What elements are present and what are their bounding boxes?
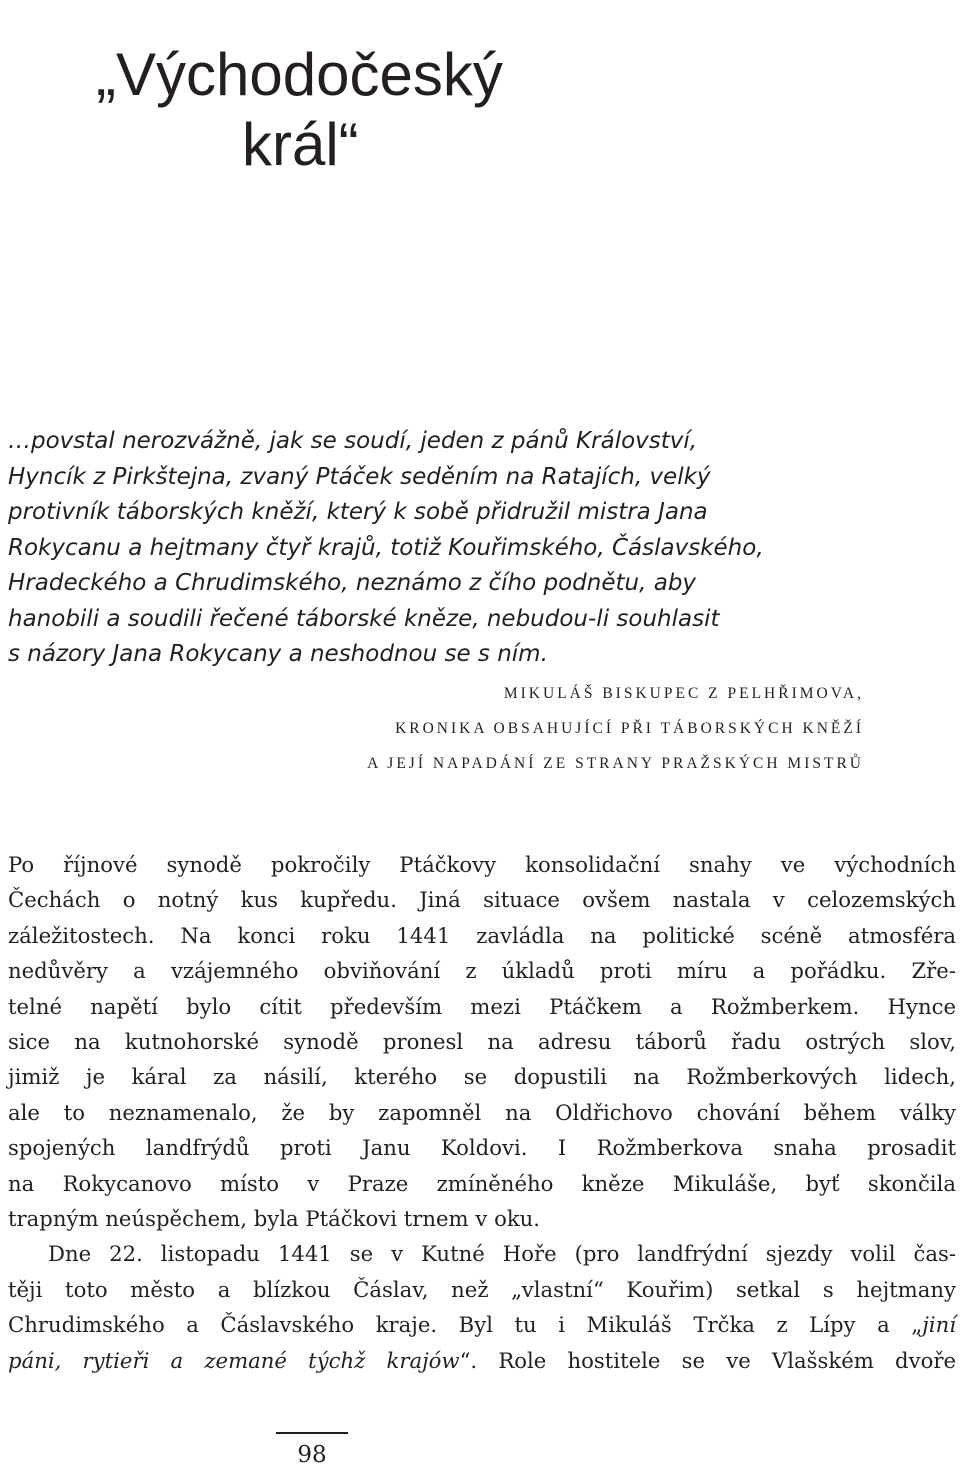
chapter-title-line-1: „Východočeský bbox=[96, 41, 503, 109]
body-line: Čechách o notný kus kupředu. Jiná situace ovšem nastala v celozemských bbox=[8, 887, 956, 913]
body-line: sice na kutnohorské synodě pronesl na adresu táborů řadu ostrých slov, bbox=[8, 1029, 956, 1055]
body-line: záležitostech. Na konci roku 1441 zavládla na politické scéně atmosféra bbox=[8, 922, 956, 948]
quote-fragment: páni, rytieři a zemané týchž krajów bbox=[8, 1347, 460, 1373]
body-line: těji toto město a blízkou Čáslav, než „vlastní“ Kouřim) setkal s hejtmany bbox=[8, 1276, 956, 1302]
body-line-text: Chrudimského a Čáslavského kraje. Byl tu i Mikuláš Trčka z Lípy a „ bbox=[8, 1312, 923, 1338]
body-line: trapným neúspěchem, byla Ptáčkovi trnem v oku. bbox=[8, 1206, 541, 1232]
epigraph-line: Rokycanu a hejtmany čtyř krajů, totiž Kouřimského, Čáslavského, bbox=[8, 534, 764, 561]
epigraph-source bbox=[367, 676, 864, 781]
quote-fragment: jiní bbox=[922, 1312, 956, 1338]
chapter-title-line-2: král“ bbox=[242, 111, 359, 179]
footer-rule bbox=[276, 1432, 348, 1434]
body-text bbox=[8, 847, 956, 1378]
body-line: ale to neznamenalo, že by zapomněl na Oldřichovo chování během války bbox=[8, 1099, 956, 1125]
body-line: telné napětí bylo cítit především mezi Ptáčkem a Rožmberkem. Hynce bbox=[8, 993, 956, 1019]
page-number: 98 bbox=[297, 1442, 327, 1468]
epigraph-line: …povstal nerozvážně, jak se soudí, jeden z pánů Království, bbox=[8, 428, 698, 454]
chapter-title bbox=[96, 40, 656, 180]
body-line: Po říjnové synodě pokročily Ptáčkovy konsolidační snahy ve východních bbox=[8, 852, 956, 877]
body-line: Dne 22. listopadu 1441 se v Kutné Hoře (pro landfrýdní sjezdy volil čas- bbox=[48, 1241, 956, 1267]
epigraph bbox=[8, 424, 958, 673]
source-author: MIKULÁŠ BISKUPEC Z PELHŘIMOVA, bbox=[503, 685, 864, 702]
body-line bbox=[8, 1307, 956, 1342]
body-line bbox=[8, 1343, 956, 1378]
source-work-line-1: KRONIKA OBSAHUJÍCÍ PŘI TÁBORSKÝCH KNĚŽÍ bbox=[395, 720, 864, 737]
body-line: jimiž je káral za násilí, kterého se dopustili na Rožmberkových lidech, bbox=[8, 1064, 956, 1090]
epigraph-line: s názory Jana Rokycany a neshodnou se s ním. bbox=[8, 641, 548, 667]
epigraph-line: hanobili a soudili řečené táborské kněze, nebudou-li souhlasit bbox=[8, 605, 720, 632]
body-line: spojených landfrýdů proti Janu Koldovi. I Rožmberkova snaha prosadit bbox=[8, 1135, 956, 1161]
body-line: nedůvěry a vzájemného obviňování z úkladů proti míru a pořádku. Zře- bbox=[8, 958, 956, 984]
source-work-line-2: A JEJÍ NAPADÁNÍ ZE STRANY PRAŽSKÝCH MISTRŮ bbox=[367, 755, 864, 772]
epigraph-line: Hradeckého a Chrudimského, neznámo z čího podnětu, aby bbox=[8, 570, 697, 596]
epigraph-line: Hyncík z Pirkštejna, zvaný Ptáček seděním na Ratajích, velký bbox=[8, 463, 711, 490]
body-line-text: “. Role hostitele se ve Vlašském dvoře bbox=[459, 1347, 956, 1373]
body-line: na Rokycanovo místo v Praze zmíněného kněze Mikuláše, byť skončila bbox=[8, 1170, 956, 1196]
epigraph-line: protivník táborských kněží, který k sobě přidružil mistra Jana bbox=[8, 499, 708, 525]
